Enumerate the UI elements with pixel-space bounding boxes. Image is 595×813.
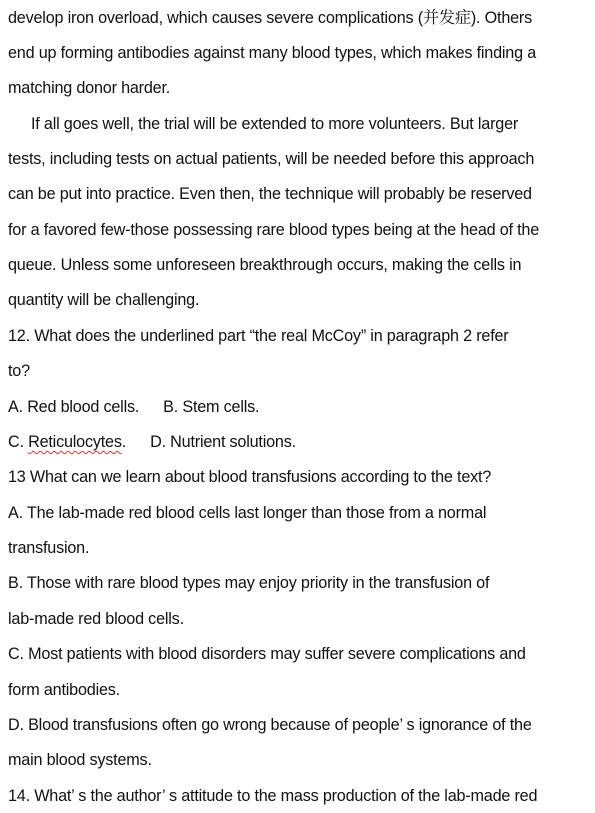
q12-stem-continued: to? xyxy=(8,362,30,380)
q13-option-b-continued: lab-made red blood cells. xyxy=(8,610,184,628)
q12-stem: 12. What does the underlined part “the real McCoy” in paragraph 2 refer xyxy=(8,327,509,345)
q12-option-b[interactable]: B. Stem cells. xyxy=(163,398,260,416)
q12-option-d[interactable]: D. Nutrient solutions. xyxy=(150,433,296,451)
q13-option-d[interactable]: D. Blood transfusions often go wrong because of people’ s ignorance of the xyxy=(8,716,532,734)
q13-option-a[interactable]: A. The lab-made red blood cells last longer than those from a normal xyxy=(8,504,487,522)
q13-option-c-continued: form antibodies. xyxy=(8,681,120,699)
passage-line: If all goes well, the trial will be extended to more volunteers. But larger xyxy=(31,115,519,133)
passage-line: quantity will be challenging. xyxy=(8,291,200,309)
q13-option-d-continued: main blood systems. xyxy=(8,751,152,769)
passage-line: end up forming antibodies against many blood types, which makes finding a xyxy=(8,44,537,62)
passage-line: can be put into practice. Even then, the technique will probably be reserved xyxy=(8,185,532,203)
q13-stem: 13 What can we learn about blood transfusions according to the text? xyxy=(8,468,492,486)
q13-option-c[interactable]: C. Most patients with blood disorders may suffer severe complications and xyxy=(8,645,526,663)
q13-option-b[interactable]: B. Those with rare blood types may enjoy priority in the transfusion of xyxy=(8,574,490,592)
passage-line: for a favored few-those possessing rare blood types being at the head of the xyxy=(8,221,540,239)
q12-option-c[interactable]: C. Reticulocytes. xyxy=(8,433,127,451)
passage-line: queue. Unless some unforeseen breakthrough occurs, making the cells in xyxy=(8,256,522,274)
passage-line: develop iron overload, which causes severe complications (并发症). Others xyxy=(8,9,533,27)
q12-option-a[interactable]: A. Red blood cells. xyxy=(8,398,140,416)
q12-options-row2 xyxy=(8,432,296,452)
passage-line: matching donor harder. xyxy=(8,79,171,97)
passage-line: tests, including tests on actual patients, will be needed before this approach xyxy=(8,150,535,168)
q13-option-a-continued: transfusion. xyxy=(8,539,90,557)
q12-options-row1 xyxy=(8,397,259,417)
q14-stem: 14. What’ s the author’ s attitude to the mass production of the lab-made red xyxy=(8,787,538,805)
spellcheck-word: Reticulocytes xyxy=(28,433,122,451)
